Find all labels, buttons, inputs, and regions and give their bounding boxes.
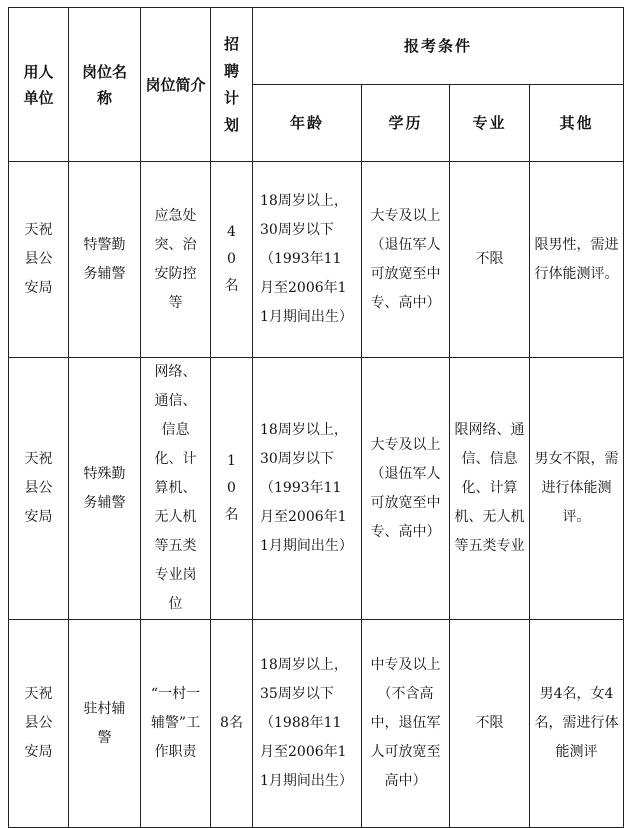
table-row <box>9 620 624 828</box>
cell-desc: 应急处突、治安防控等 <box>141 162 211 358</box>
header-position-name: 岗位名称 <box>69 8 141 162</box>
cell-other: 限男性，需进行体能测评。 <box>530 162 624 358</box>
cell-desc: “一村一辅警”工作职责 <box>141 620 211 828</box>
header-age: 年龄 <box>253 85 362 162</box>
header-other: 其他 <box>530 85 624 162</box>
cell-major: 限网络、通信、信息化、计算机、无人机等五类专业 <box>450 358 530 620</box>
recruitment-table-document <box>8 7 624 828</box>
cell-unit: 天祝县公安局 <box>9 162 69 358</box>
header-plan-cell <box>211 8 253 162</box>
cell-age: 18周岁以上，30周岁以下（1993年11月至2006年11月期间出生） <box>253 358 362 620</box>
cell-education: 大专及以上（退伍军人可放宽至中专、高中） <box>362 162 450 358</box>
cell-major: 不限 <box>450 620 530 828</box>
cell-age: 18周岁以上，35周岁以下（1988年11月至2006年11月期间出生） <box>253 620 362 828</box>
header-education: 学历 <box>362 85 450 162</box>
cell-position: 特警勤务辅警 <box>69 162 141 358</box>
cell-unit: 天祝县公安局 <box>9 358 69 620</box>
recruitment-table <box>8 7 624 828</box>
cell-major: 不限 <box>450 162 530 358</box>
cell-age: 18周岁以上，30周岁以下（1993年11月至2006年11月期间出生） <box>253 162 362 358</box>
table-row <box>9 162 624 358</box>
header-major: 专业 <box>450 85 530 162</box>
header-conditions: 报考条件 <box>253 8 624 85</box>
header-unit: 用人单位 <box>9 8 69 162</box>
cell-plan: 8名 <box>211 620 253 828</box>
header-row-1 <box>9 8 624 85</box>
cell-education: 大专及以上（退伍军人可放宽至中专、高中） <box>362 358 450 620</box>
cell-position: 特殊勤务辅警 <box>69 358 141 620</box>
cell-plan: 40名 <box>211 162 253 358</box>
cell-unit: 天祝县公安局 <box>9 620 69 828</box>
header-position-desc: 岗位简介 <box>141 8 211 162</box>
table-row <box>9 358 624 620</box>
header-plan: 招聘计划 <box>223 34 239 134</box>
cell-desc: 网络、通信、信息化、计算机、无人机等五类专业岗位 <box>141 358 211 620</box>
cell-other: 男4名，女4名，需进行体能测评 <box>530 620 624 828</box>
cell-plan: 10名 <box>211 358 253 620</box>
cell-education: 中专及以上（不含高中，退伍军人可放宽至高中） <box>362 620 450 828</box>
cell-other: 男女不限，需进行体能测评。 <box>530 358 624 620</box>
cell-position: 驻村辅警 <box>69 620 141 828</box>
